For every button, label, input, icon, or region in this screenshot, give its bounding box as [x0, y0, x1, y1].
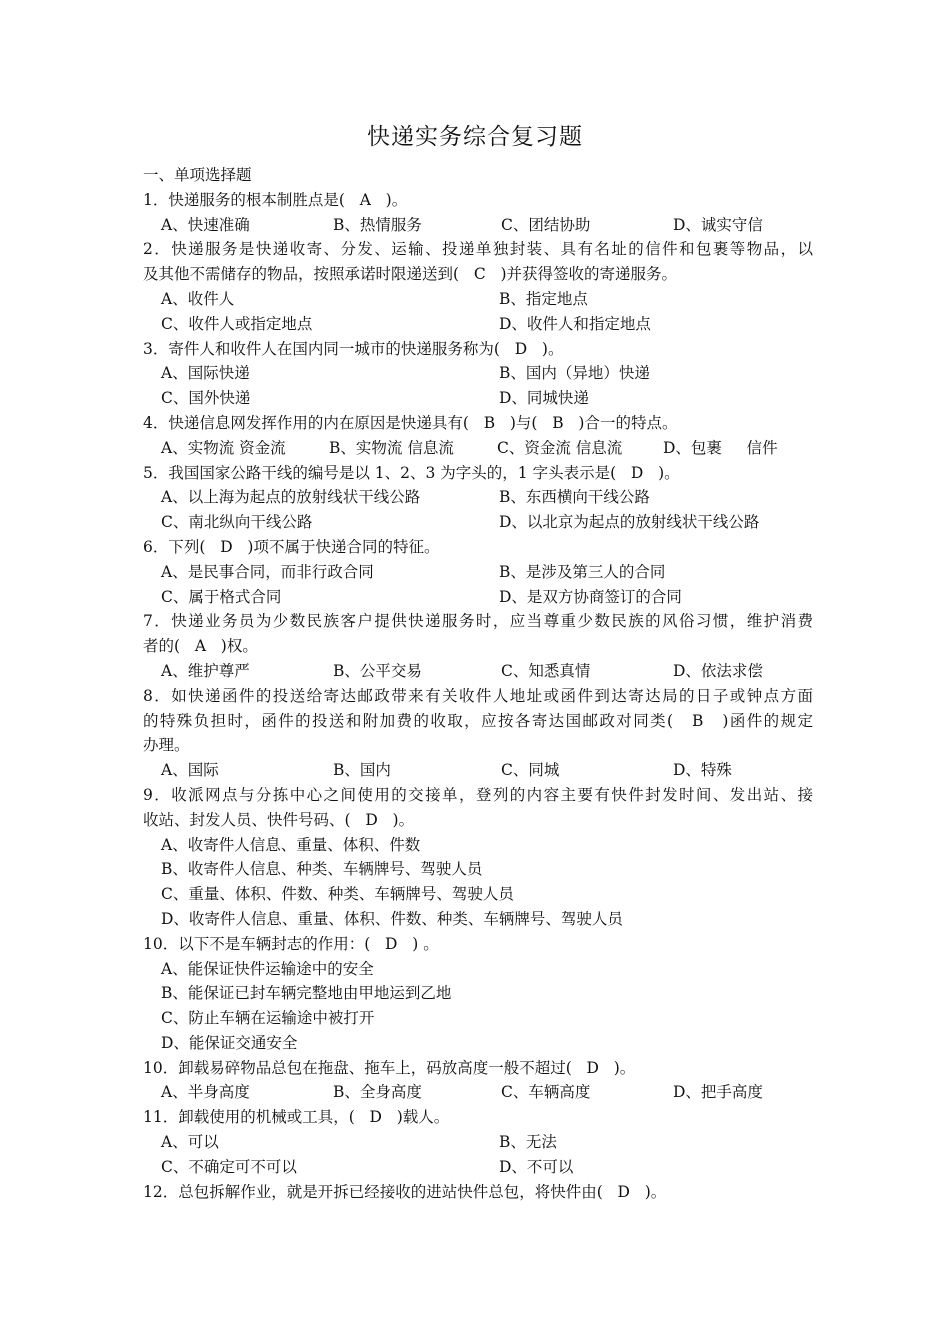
- option: A、快速准确: [161, 215, 250, 234]
- option-row: [143, 361, 813, 386]
- option-row: [143, 312, 813, 337]
- question-stem: 12．总包拆解作业，就是开拆已经接收的进站快件总包，将快件由( D )。: [143, 1182, 667, 1201]
- option: C、资金流 信息流: [497, 438, 623, 457]
- question-stem: 11．卸载使用的机械或工具，( D )载人。: [143, 1108, 450, 1127]
- question-stem: 9．收派网点与分拣中心之间使用的交接单，登列的内容主要有快件封发时间、发出站、接: [143, 785, 813, 804]
- option: B、能保证已封车辆完整地由甲地运到乙地: [161, 984, 452, 1003]
- option: B、收寄件人信息、种类、车辆牌号、驾驶人员: [161, 860, 483, 879]
- option: C、防止车辆在运输途中被打开: [161, 1009, 375, 1028]
- question-stem: 10．卸载易碎物品总包在拖盘、拖车上，码放高度一般不超过( D )。: [143, 1058, 636, 1077]
- option: D、收件人和指定地点: [499, 314, 651, 333]
- option: A、以上海为起点的放射线状干线公路: [161, 488, 421, 507]
- option: A、半身高度: [161, 1083, 250, 1102]
- option-row: [143, 485, 813, 510]
- option: A、国际快递: [161, 364, 250, 383]
- option: D、以北京为起点的放射线状干线公路: [499, 513, 760, 532]
- question-stem: 1．快递服务的根本制胜点是( A )。: [143, 190, 408, 209]
- question-stem: 收站、封发人员、快件号码、( D )。: [143, 810, 415, 829]
- option: A、能保证快件运输途中的安全: [161, 959, 374, 978]
- option: D、收寄件人信息、重量、体积、件数、种类、车辆牌号、驾驶人员: [161, 909, 623, 928]
- option: C、属于格式合同: [161, 587, 282, 606]
- question-stem: 8．如快递函件的投送给寄达邮政带来有关收件人地址或函件到达寄达局的日子或钟点方面: [143, 686, 813, 705]
- option-row: [143, 1155, 813, 1180]
- option: D、诚实守信: [673, 215, 763, 234]
- section-heading: 一、单项选择题: [143, 166, 252, 184]
- question-stem: 者的( A )权。: [143, 637, 258, 656]
- option: D、包裹 信件: [663, 438, 778, 457]
- option: C、重量、体积、件数、种类、车辆牌号、驾驶人员: [161, 885, 514, 904]
- option: D、是双方协商签订的合同: [499, 587, 682, 606]
- question-stem: 2．快递服务是快递收寄、分发、运输、投递单独封装、具有名址的信件和包裹等物品，以: [143, 240, 813, 259]
- option: B、国内（异地）快递: [499, 364, 650, 383]
- option-row: [143, 1130, 813, 1155]
- option: A、维护尊严: [161, 661, 250, 680]
- option: D、把手高度: [673, 1083, 763, 1102]
- question-stem: 3．寄件人和收件人在国内同一城市的快递服务称为( D )。: [143, 339, 564, 358]
- option-row: [143, 436, 813, 461]
- option: C、收件人或指定地点: [161, 314, 313, 333]
- option: A、是民事合同，而非行政合同: [161, 562, 374, 581]
- option: B、国内: [333, 761, 391, 780]
- question-list: [143, 163, 813, 1204]
- question-stem: 4．快递信息网发挥作用的内在原因是快递具有( B )与( B )合一的特点。: [143, 413, 678, 432]
- option: B、东西横向干线公路: [499, 488, 650, 507]
- question-stem: 10．以下不是车辆封志的作用：( D ) 。: [143, 934, 439, 953]
- option: B、公平交易: [333, 661, 422, 680]
- option: A、可以: [161, 1133, 219, 1152]
- option: B、实物流 信息流: [329, 438, 454, 457]
- question-stem: 6．下列( D )项不属于快递合同的特征。: [143, 537, 440, 556]
- question-stem: 的特殊负担时，函件的投送和附加费的收取，应按各寄达国邮政对同类( B )函件的规定: [143, 711, 813, 730]
- question-stem: 及其他不需储存的物品，按照承诺时限递送到( C )并获得签收的寄递服务。: [143, 265, 678, 284]
- option: C、南北纵向干线公路: [161, 513, 313, 532]
- question-stem: 7．快递业务员为少数民族客户提供快递服务时，应当尊重少数民族的风俗习惯，维护消费: [143, 612, 813, 631]
- option: B、无法: [499, 1133, 557, 1152]
- option-row: [143, 659, 813, 684]
- option-row: [143, 213, 813, 238]
- option: D、能保证交通安全: [161, 1033, 298, 1052]
- option: C、车辆高度: [501, 1083, 591, 1102]
- option: A、收寄件人信息、重量、体积、件数: [161, 835, 421, 854]
- option-row: [143, 1080, 813, 1105]
- option: B、全身高度: [333, 1083, 422, 1102]
- option: D、特殊: [673, 761, 732, 780]
- option: D、同城快递: [499, 389, 589, 408]
- option: C、同城: [501, 761, 560, 780]
- option-row: [143, 585, 813, 610]
- option: A、国际: [161, 761, 219, 780]
- option: C、不确定可不可以: [161, 1157, 297, 1176]
- option: A、实物流 资金流: [161, 438, 286, 457]
- option: C、国外快递: [161, 389, 251, 408]
- option-row: [143, 386, 813, 411]
- question-stem: 办理。: [143, 736, 190, 755]
- option: B、指定地点: [499, 289, 588, 308]
- option: D、不可以: [499, 1157, 574, 1176]
- document-title: 快递实务综合复习题: [367, 124, 583, 150]
- option: D、依法求偿: [673, 661, 763, 680]
- option: C、团结协助: [501, 215, 591, 234]
- option: C、知悉真情: [501, 661, 591, 680]
- option: B、热情服务: [333, 215, 422, 234]
- option-row: [143, 758, 813, 783]
- question-stem: 5．我国国家公路干线的编号是以 1、2、3 为字头的，1 字头表示是( D )。: [143, 463, 680, 482]
- option: A、收件人: [161, 289, 235, 308]
- option-row: [143, 510, 813, 535]
- option-row: [143, 287, 813, 312]
- option: B、是涉及第三人的合同: [499, 562, 666, 581]
- option-row: [143, 560, 813, 585]
